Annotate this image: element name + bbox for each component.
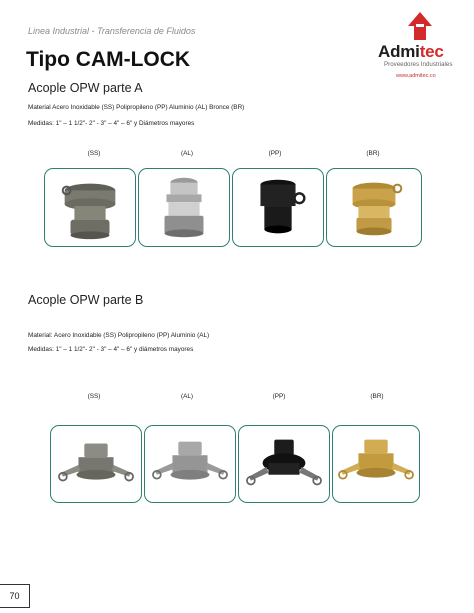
section-a-code-pp: (PP) [268, 150, 282, 157]
brand-tagline: Proveedores Industriales [384, 61, 453, 68]
product-card-a-al[interactable] [138, 168, 230, 247]
page-title: Tipo CAM-LOCK [26, 48, 191, 71]
section-a-code-br: (BR) [366, 150, 380, 157]
section-b-sizes: Medidas: 1" – 1 1/2"- 2" - 3" – 4" – 6" y diámetros mayores [28, 346, 194, 353]
polypropylene-coupling-a-icon [233, 169, 323, 246]
section-a-sizes: Medidas: 1" – 1 1/2"- 2" - 3" – 4" – 6" y Diámetros mayores [28, 120, 195, 127]
section-a-code-ss: (SS) [87, 150, 101, 157]
section-b-code-pp: (PP) [272, 393, 286, 400]
stainless-coupling-a-icon [45, 169, 135, 246]
aluminum-coupling-a-icon [139, 169, 229, 246]
product-card-a-pp[interactable] [232, 168, 324, 247]
brand-suffix: tec [419, 42, 444, 61]
brand-name [378, 42, 444, 62]
section-b-material: Material: Acero Inoxidable (SS) Polipropileno (PP) Aluminio (AL) [28, 332, 210, 339]
product-card-b-br[interactable] [332, 425, 420, 503]
brand-prefix: Admi [378, 42, 420, 61]
page-number: 70 [0, 584, 30, 608]
stainless-coupling-b-icon [51, 426, 141, 502]
product-card-a-br[interactable] [326, 168, 422, 247]
section-a-code-al: (AL) [180, 150, 194, 157]
page-subtitle: Linea Industrial - Transferencia de Fluidos [28, 26, 196, 36]
polypropylene-coupling-b-icon [239, 426, 329, 502]
brass-coupling-a-icon [327, 169, 421, 246]
section-a-heading: Acople OPW parte A [28, 81, 143, 95]
section-b-heading: Acople OPW parte B [28, 293, 144, 307]
product-card-b-al[interactable] [144, 425, 236, 503]
brass-coupling-b-icon [333, 426, 419, 502]
brand-url[interactable]: www.admitec.co [396, 73, 436, 79]
section-b-code-al: (AL) [180, 393, 194, 400]
section-b-code-br: (BR) [370, 393, 384, 400]
section-b-code-ss: (SS) [87, 393, 101, 400]
logo-mark-icon [376, 12, 464, 42]
aluminum-coupling-b-icon [145, 426, 235, 502]
product-card-b-pp[interactable] [238, 425, 330, 503]
product-card-b-ss[interactable] [50, 425, 142, 503]
section-a-material: Material Acero Inoxidable (SS) Polipropileno (PP) Aluminio (AL) Bronce (BR) [28, 104, 245, 111]
product-card-a-ss[interactable] [44, 168, 136, 247]
